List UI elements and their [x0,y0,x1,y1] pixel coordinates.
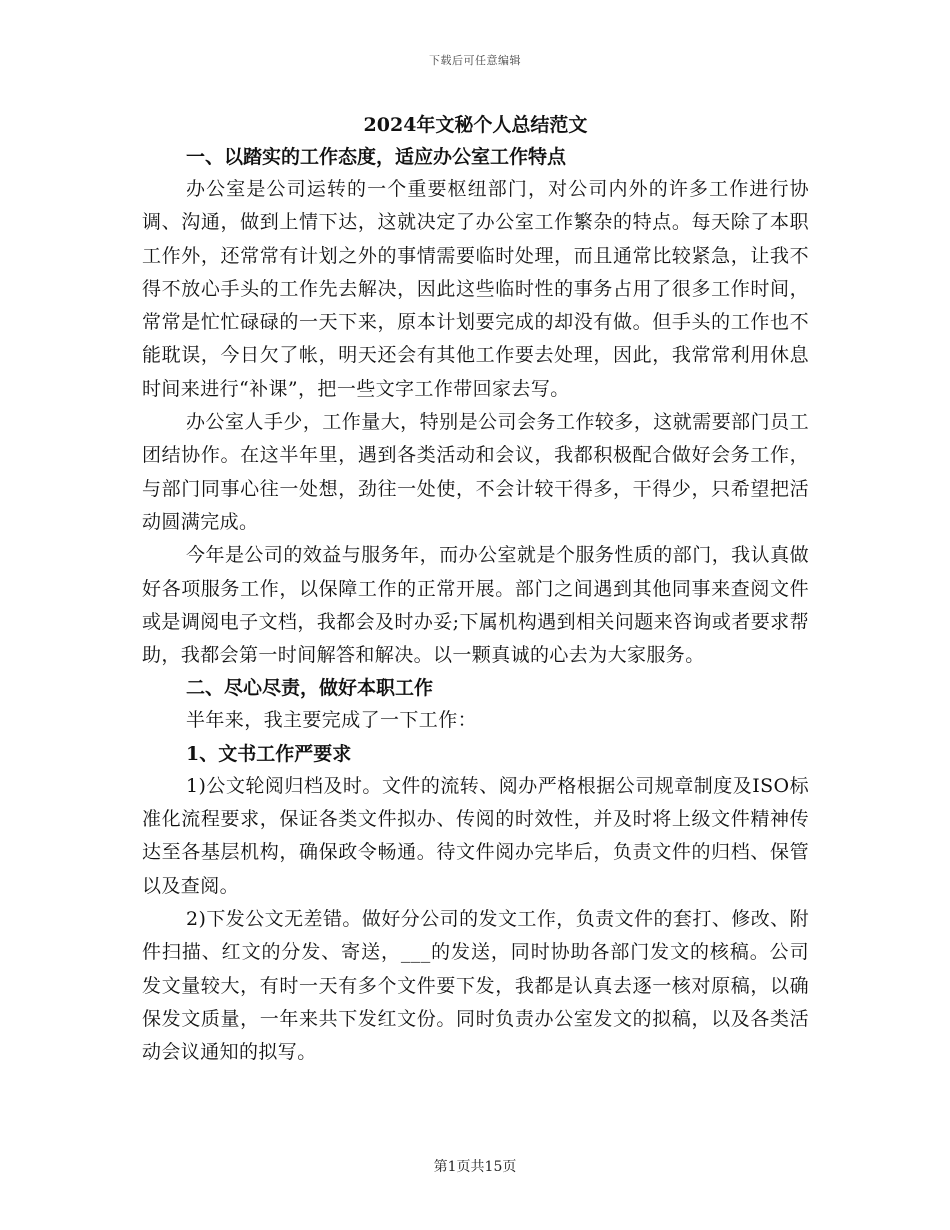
subsection-heading-1: 1、文书工作严要求 [186,742,352,765]
paragraph-service-year: 今年是公司的效益与服务年，而办公室就是个服务性质的部门，我认真做好各项服务工作，以保障工作的正常开展。部门之间遇到其他同事来查阅文件或是调阅电子文档，我都会及时办妥;下属机构遇到相关问题来咨询或者要求帮助，我都会第一时间解答和解决。以一颗真诚的心去为大家服务。 [142,544,809,667]
paragraph-work-intro: 半年来，我主要完成了一下工作： [186,709,478,732]
page-header-note: 下载后可任意编辑 [429,54,521,67]
paragraph-document-circulation: 1)公文轮阅归档及时。文件的流转、阅办严格根据公司规章制度及ISO标准化流程要求，保证各类文件拟办、传阅的时效性，并及时将上级文件精神传达至各基层机构，确保政令畅通。待文件阅办完毕后，负责文件的归档、保管以及查阅。 [142,774,809,897]
document-body [142,109,809,1069]
page-number: 第1页共15页 [433,1159,517,1175]
section-heading-1: 一、以踏实的工作态度，适应办公室工作特点 [186,146,567,168]
document-title: 2024年文秘个人总结范文 [363,114,588,136]
paragraph-office-hub: 办公室是公司运转的一个重要枢纽部门，对公司内外的许多工作进行协调、沟通，做到上情下达，这就决定了办公室工作繁杂的特点。每天除了本职工作外，还常常有计划之外的事情需要临时处理，而且通常比较紧急，让我不得不放心手头的工作先去解决，因此这些临时性的事务占用了很多工作时间，常常是忙忙碌碌的一天下来，原本计划要完成的却没有做。但手头的工作也不能耽误，今日欠了帐，明天还会有其他工作要去处理，因此，我常常利用休息时间来进行“补课”，把一些文字工作带回家去写。 [142,178,809,400]
paragraph-teamwork: 办公室人手少，工作量大，特别是公司会务工作较多，这就需要部门员工团结协作。在这半年里，遇到各类活动和会议，我都积极配合做好会务工作，与部门同事心往一处想，劲往一处使，不会计较干得多，干得少，只希望把活动圆满完成。 [142,411,809,533]
section-heading-2: 二、尽心尽责，做好本职工作 [186,677,434,700]
paragraph-document-issuing: 2)下发公文无差错。做好分公司的发文工作，负责文件的套打、修改、附件扫描、红文的分发、寄送，___的发送，同时协助各部门发文的核稿。公司发文量较大，有时一天有多个文件要下发，我都是认真去逐一核对原稿，以确保发文质量，一年来共下发红文份。同时负责办公室发文的拟稿，以及各类活动会议通知的拟写。 [142,907,809,1064]
